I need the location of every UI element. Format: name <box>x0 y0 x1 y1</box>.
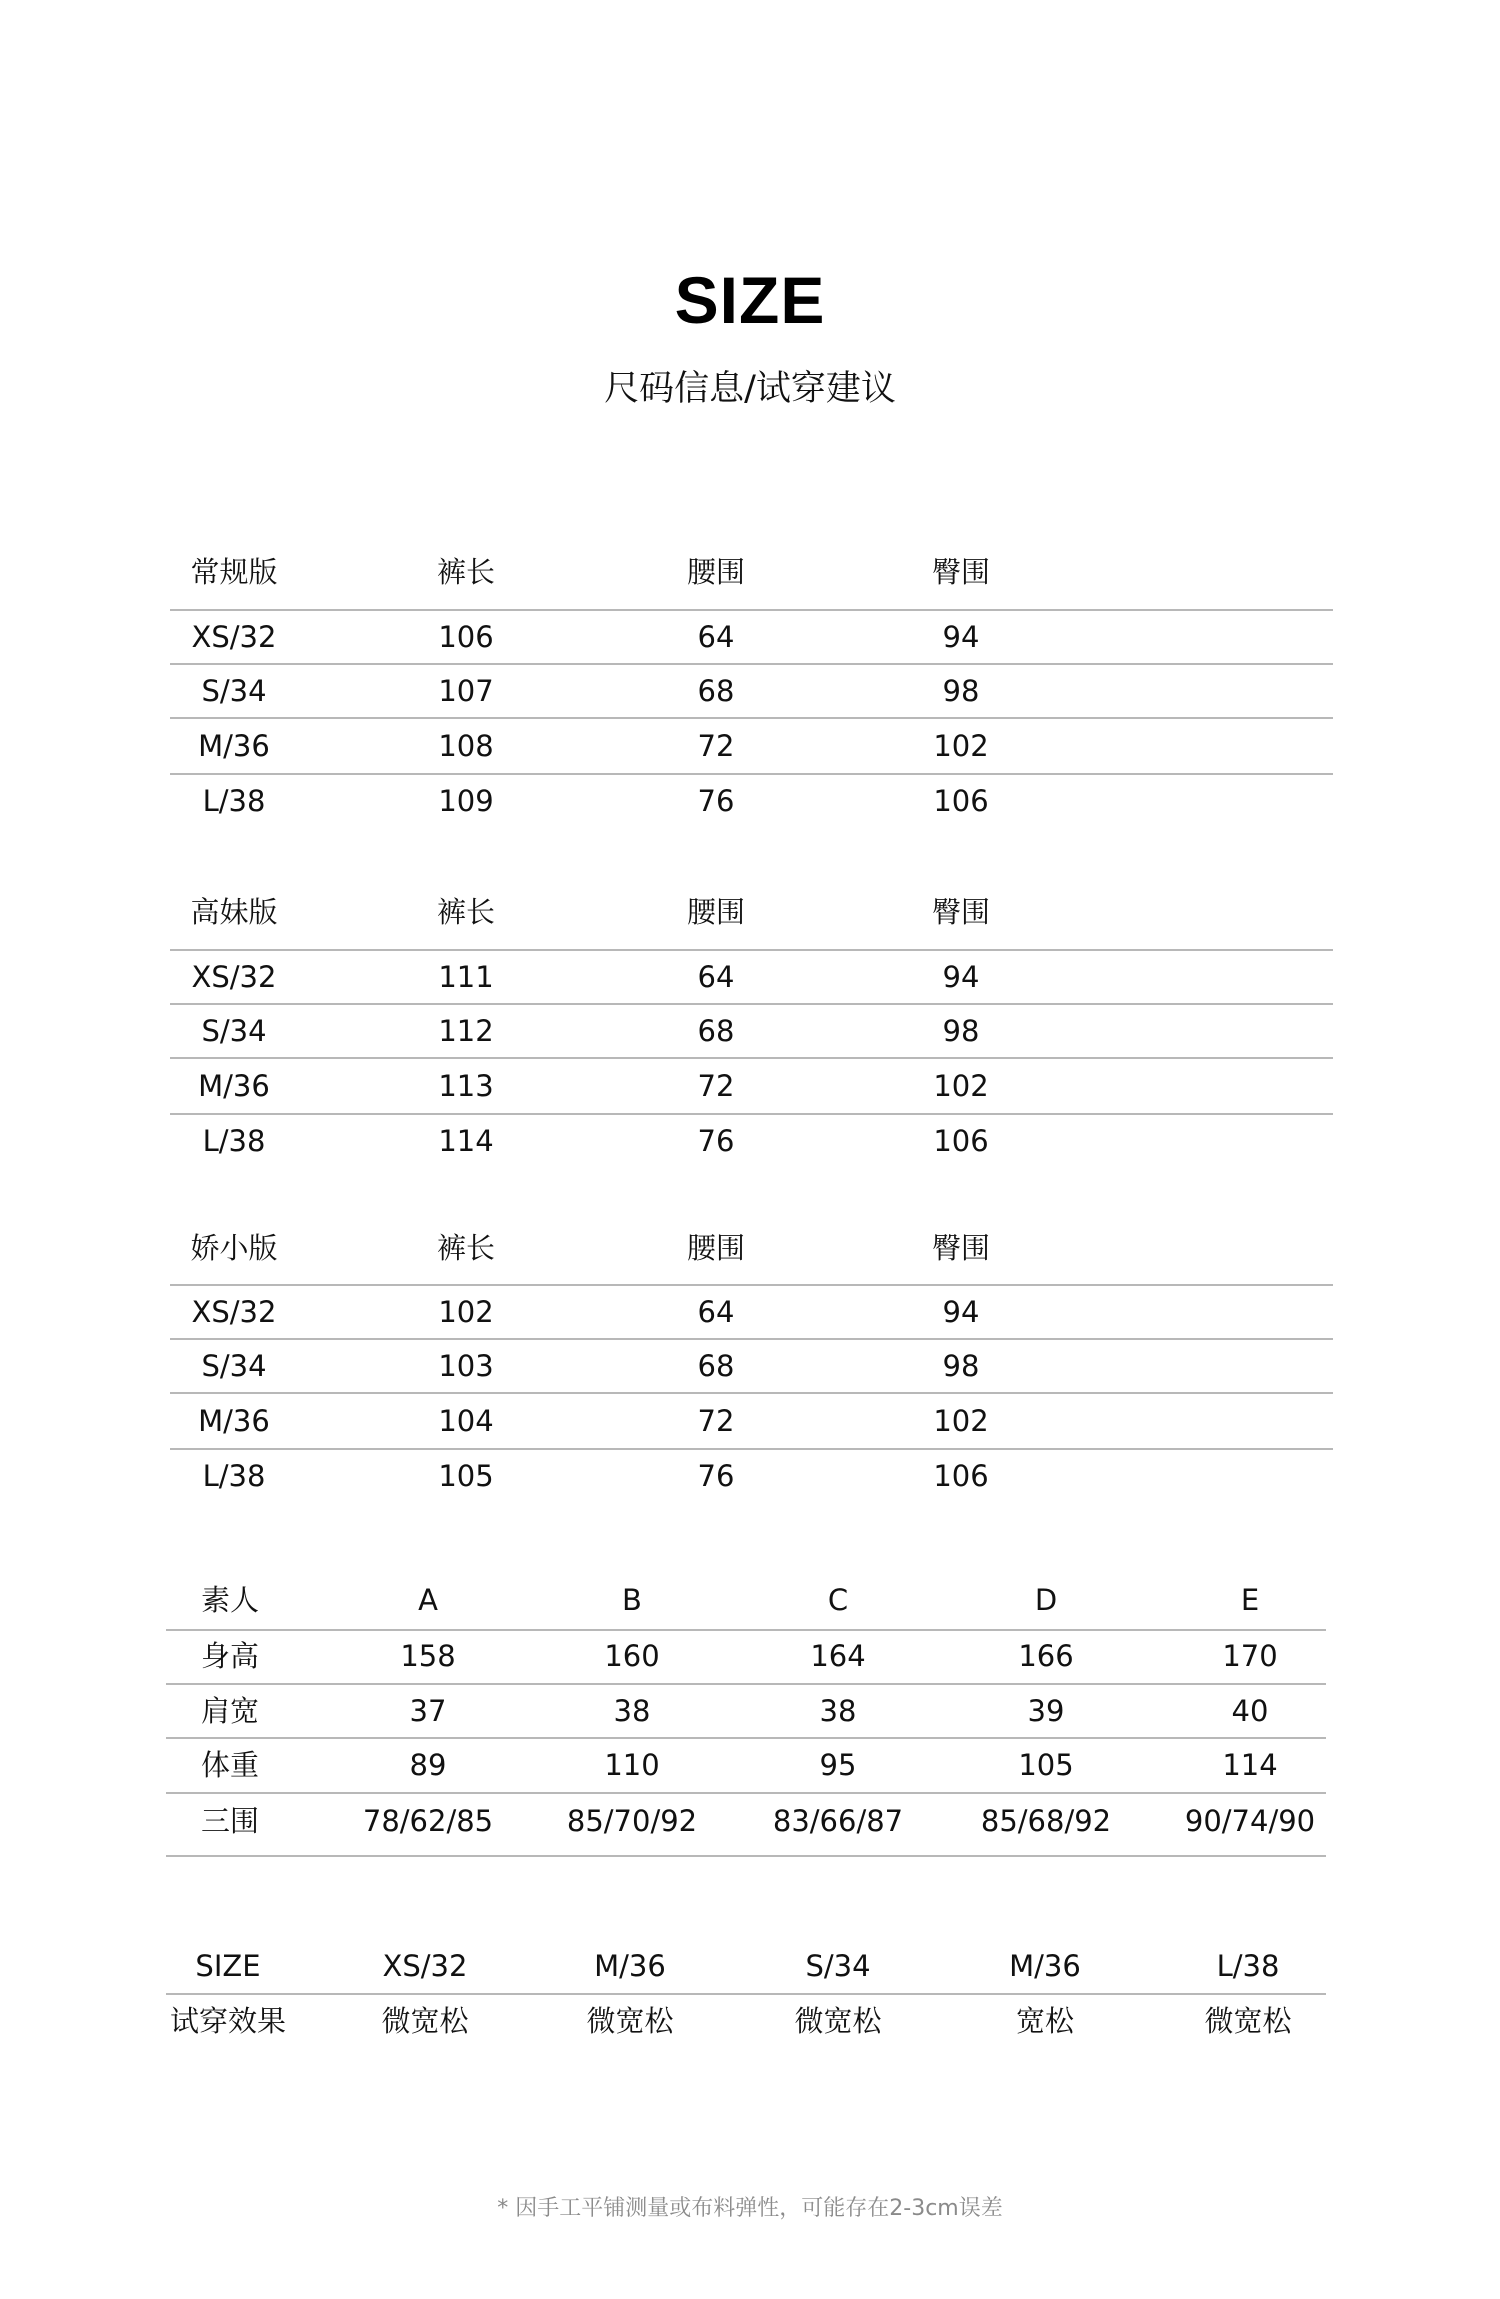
table-cell: 104 <box>438 1404 494 1438</box>
table-cell: XS/32 <box>191 620 277 654</box>
table-cell: 94 <box>942 620 980 654</box>
table-header-cell: 高妹版 <box>190 895 278 929</box>
table-cell: 72 <box>697 729 735 763</box>
divider <box>170 609 1333 611</box>
table-cell: 113 <box>438 1069 494 1103</box>
table-cell: 76 <box>697 1459 735 1493</box>
table-cell: 111 <box>438 960 494 994</box>
table-cell: 106 <box>438 620 494 654</box>
table-cell: 102 <box>933 1069 989 1103</box>
table-cell: 102 <box>933 1404 989 1438</box>
table-header-cell: 裤长 <box>436 1231 495 1265</box>
table-cell: 95 <box>819 1748 857 1782</box>
table-cell: M/36 <box>198 1404 270 1438</box>
table-cell: 78/62/85 <box>362 1804 494 1838</box>
table-header-cell: 裤长 <box>436 555 495 589</box>
divider <box>170 949 1333 951</box>
table-header-cell: 臀围 <box>931 555 990 589</box>
table-cell: 106 <box>933 784 989 818</box>
table-cell: 体重 <box>200 1748 259 1782</box>
table-header-cell: B <box>622 1583 642 1617</box>
table-cell: 微宽松 <box>586 2004 674 2038</box>
table-cell: 85/70/92 <box>566 1804 698 1838</box>
table-header-cell: C <box>827 1583 849 1617</box>
divider <box>166 1855 1326 1857</box>
table-cell: 112 <box>438 1014 494 1048</box>
page-subtitle: 尺码信息/试穿建议 <box>604 369 896 409</box>
table-cell: 68 <box>697 1349 735 1383</box>
table-cell: 39 <box>1027 1694 1065 1728</box>
table-cell: 38 <box>613 1694 651 1728</box>
divider <box>166 1629 1326 1631</box>
table-cell: XS/32 <box>191 1295 277 1329</box>
table-cell: 试穿效果 <box>169 2004 286 2038</box>
table-cell: 72 <box>697 1069 735 1103</box>
divider <box>170 1113 1333 1115</box>
table-cell: 85/68/92 <box>980 1804 1112 1838</box>
table-cell: 102 <box>933 729 989 763</box>
table-cell: 98 <box>942 674 980 708</box>
table-cell: 94 <box>942 960 980 994</box>
table-header-cell: 腰围 <box>686 1231 745 1265</box>
table-cell: 89 <box>409 1748 447 1782</box>
table-header-cell: 娇小版 <box>190 1231 278 1265</box>
table-header-cell: 腰围 <box>686 555 745 589</box>
table-cell: 160 <box>604 1639 660 1673</box>
divider <box>170 1392 1333 1394</box>
table-cell: 68 <box>697 674 735 708</box>
divider <box>170 663 1333 665</box>
table-header-cell: 素人 <box>200 1583 259 1617</box>
table-header-cell: M/36 <box>1009 1949 1081 1983</box>
table-cell: 170 <box>1222 1639 1278 1673</box>
table-header-cell: E <box>1240 1583 1260 1617</box>
table-cell: XS/32 <box>191 960 277 994</box>
table-cell: 106 <box>933 1124 989 1158</box>
table-cell: 105 <box>1018 1748 1074 1782</box>
table-cell: S/34 <box>201 1349 267 1383</box>
table-header-cell: 臀围 <box>931 895 990 929</box>
measurement-disclaimer: * 因手工平铺测量或布料弹性，可能存在2-3cm误差 <box>497 2196 1003 2221</box>
table-header-cell: XS/32 <box>382 1949 468 1983</box>
table-cell: 64 <box>697 620 735 654</box>
table-cell: 106 <box>933 1459 989 1493</box>
table-cell: 105 <box>438 1459 494 1493</box>
divider <box>170 717 1333 719</box>
table-cell: 37 <box>409 1694 447 1728</box>
table-cell: 宽松 <box>1015 2004 1074 2038</box>
table-header-cell: A <box>418 1583 438 1617</box>
divider <box>170 1338 1333 1340</box>
divider <box>170 1448 1333 1450</box>
table-header-cell: 腰围 <box>686 895 745 929</box>
table-header-cell: L/38 <box>1216 1949 1280 1983</box>
table-cell: 83/66/87 <box>772 1804 904 1838</box>
table-cell: M/36 <box>198 729 270 763</box>
table-cell: 68 <box>697 1014 735 1048</box>
divider <box>166 1737 1326 1739</box>
table-cell: 微宽松 <box>381 2004 469 2038</box>
divider <box>170 773 1333 775</box>
table-cell: 64 <box>697 960 735 994</box>
table-cell: 110 <box>604 1748 660 1782</box>
table-header-cell: M/36 <box>594 1949 666 1983</box>
table-header-cell: SIZE <box>195 1949 261 1983</box>
table-cell: 76 <box>697 784 735 818</box>
divider <box>166 1683 1326 1685</box>
table-cell: 90/74/90 <box>1184 1804 1316 1838</box>
table-cell: 38 <box>819 1694 857 1728</box>
divider <box>166 1792 1326 1794</box>
table-cell: 76 <box>697 1124 735 1158</box>
table-header-cell: 常规版 <box>190 555 278 589</box>
table-cell: 微宽松 <box>1204 2004 1292 2038</box>
table-header-cell: D <box>1034 1583 1058 1617</box>
table-cell: 身高 <box>200 1639 259 1673</box>
table-cell: 164 <box>810 1639 866 1673</box>
table-cell: 64 <box>697 1295 735 1329</box>
table-header-cell: 裤长 <box>436 895 495 929</box>
table-cell: 114 <box>438 1124 494 1158</box>
divider <box>170 1003 1333 1005</box>
divider <box>170 1057 1333 1059</box>
table-cell: L/38 <box>202 1459 266 1493</box>
table-cell: 94 <box>942 1295 980 1329</box>
table-cell: 158 <box>400 1639 456 1673</box>
table-cell: 微宽松 <box>794 2004 882 2038</box>
table-cell: 114 <box>1222 1748 1278 1782</box>
table-header-cell: S/34 <box>805 1949 871 1983</box>
table-cell: 40 <box>1231 1694 1269 1728</box>
table-cell: 98 <box>942 1014 980 1048</box>
page-title: SIZE <box>674 263 826 337</box>
table-cell: S/34 <box>201 674 267 708</box>
table-cell: 72 <box>697 1404 735 1438</box>
table-cell: 103 <box>438 1349 494 1383</box>
table-cell: M/36 <box>198 1069 270 1103</box>
table-cell: L/38 <box>202 1124 266 1158</box>
table-cell: 107 <box>438 674 494 708</box>
table-cell: 肩宽 <box>200 1694 259 1728</box>
table-cell: S/34 <box>201 1014 267 1048</box>
table-cell: 98 <box>942 1349 980 1383</box>
divider <box>170 1284 1333 1286</box>
divider <box>166 1993 1326 1995</box>
table-cell: 108 <box>438 729 494 763</box>
table-cell: 三围 <box>200 1804 259 1838</box>
table-cell: L/38 <box>202 784 266 818</box>
table-cell: 166 <box>1018 1639 1074 1673</box>
table-cell: 102 <box>438 1295 494 1329</box>
table-cell: 109 <box>438 784 494 818</box>
table-header-cell: 臀围 <box>931 1231 990 1265</box>
